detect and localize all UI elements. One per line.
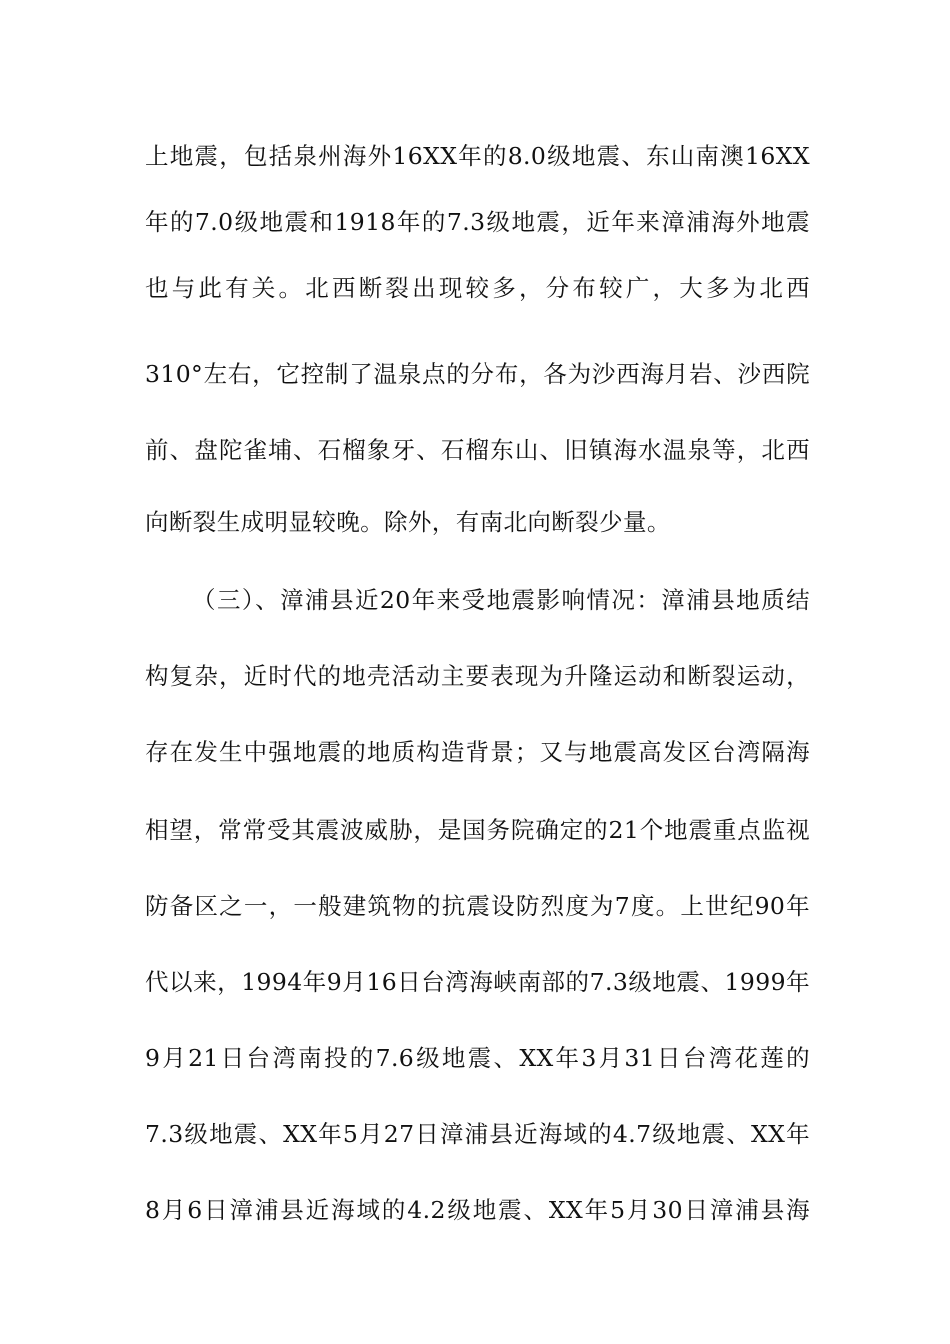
text-line-14: 7.3级地震、XX年5月27日漳浦县近海域的4.7级地震、XX年 (145, 1120, 810, 1148)
text-line-11: 防备区之一，一般建筑物的抗震设防烈度为7度。上世纪90年 (145, 892, 810, 920)
text-line-15: 8月6日漳浦县近海域的4.2级地震、XX年5月30日漳浦县海 (145, 1196, 810, 1224)
text-line-2: 年的7.0级地震和1918年的7.3级地震，近年来漳浦海外地震 (145, 208, 810, 236)
text-line-1: 上地震，包括泉州海外16XX年的8.0级地震、东山南澳16XX (145, 142, 810, 170)
text-line-8: 构复杂，近时代的地壳活动主要表现为升隆运动和断裂运动， (145, 662, 810, 690)
text-line-10: 相望，常常受其震波威胁，是国务院确定的21个地震重点监视 (145, 816, 810, 844)
text-line-3: 也与此有关。北西断裂出现较多，分布较广，大多为北西 (145, 274, 810, 302)
text-line-7: （三）、漳浦县近20年来受地震影响情况：漳浦县地质结 (192, 586, 810, 614)
text-line-5: 前、盘陀雀埔、石榴象牙、石榴东山、旧镇海水温泉等，北西 (145, 436, 810, 464)
text-line-12: 代以来，1994年9月16日台湾海峡南部的7.3级地震、1999年 (145, 968, 810, 996)
text-line-13: 9月21日台湾南投的7.6级地震、XX年3月31日台湾花莲的 (145, 1044, 810, 1072)
text-line-9: 存在发生中强地震的地质构造背景；又与地震高发区台湾隔海 (145, 738, 810, 766)
text-line-4: 310°左右，它控制了温泉点的分布，各为沙西海月岩、沙西院 (145, 360, 810, 388)
text-line-6: 向断裂生成明显较晚。除外，有南北向断裂少量。 (145, 508, 671, 536)
